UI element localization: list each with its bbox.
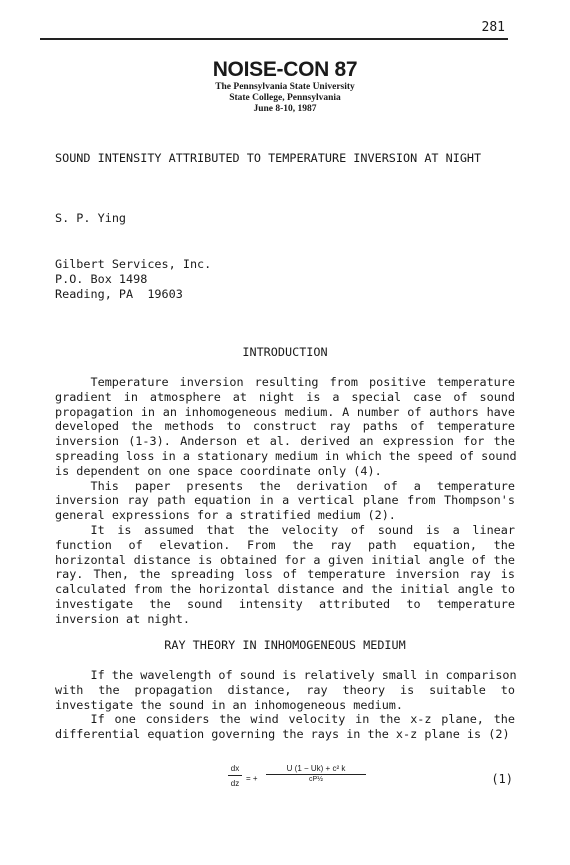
conference-title: NOISE-CON 87 xyxy=(212,58,358,81)
header-rule xyxy=(40,38,508,40)
equation-equals: = + xyxy=(246,774,258,783)
text-line: If the wavelength of sound is relatively small in comparison xyxy=(90,668,517,682)
text-line: ray. Then, the spreading loss of temperature inversion ray is xyxy=(55,567,515,582)
text-line: developed the methods to construct ray paths of temperature xyxy=(55,419,515,434)
text-line: gradient in atmosphere at night is a special case of sound xyxy=(55,389,515,404)
equation xyxy=(228,764,368,800)
affiliation-line: P.O. Box 1498 xyxy=(55,272,148,286)
author-name: S. P. Ying xyxy=(55,211,127,225)
text-line: If one considers the wind velocity in the x-z plane, the xyxy=(90,712,515,727)
text-line: It is assumed that the velocity of sound is a linear xyxy=(90,522,515,537)
text-line: calculated from the horizontal distance and the initial angle to xyxy=(55,582,515,597)
equation-rhs xyxy=(266,764,366,783)
conference-location: State College, Pennsylvania xyxy=(229,93,341,103)
equation-lhs-numerator: dx xyxy=(228,764,242,776)
text-line: function of elevation. From the ray path equation, the xyxy=(55,537,515,552)
paragraph xyxy=(55,375,515,627)
page-number: 281 xyxy=(481,20,505,35)
text-line: inversion ray path equation in a vertical plane from Thompson's xyxy=(55,493,515,508)
equation-rhs-numerator: U (1 − Uk) + c² k xyxy=(266,764,366,775)
affiliation-line: Gilbert Services, Inc. xyxy=(55,257,212,271)
text-line: This paper presents the derivation of a temperature xyxy=(90,478,515,493)
author-affiliation xyxy=(55,257,211,302)
conference-university: The Pennsylvania State University xyxy=(215,82,355,92)
text-line: is dependent on one space coordinate only (4). xyxy=(55,463,382,478)
equation-lhs xyxy=(228,764,242,788)
text-line: differential equation governing the rays in the x-z plane is (2) xyxy=(55,727,510,742)
conference-dates: June 8-10, 1987 xyxy=(253,104,317,114)
text-line: investigate the sound intensity attributed to temperature xyxy=(55,596,515,611)
equation-lhs-denominator: dz xyxy=(230,779,240,788)
section-heading: RAY THEORY IN INHOMOGENEOUS MEDIUM xyxy=(164,638,406,652)
text-line: inversion at night. xyxy=(55,611,190,626)
text-line: propagation in an inhomogeneous medium. A number of authors have xyxy=(55,404,515,419)
text-line: horizontal distance is obtained for a given initial angle of the xyxy=(55,552,515,567)
affiliation-line: Reading, PA 19603 xyxy=(55,287,183,301)
text-line: general expressions for a stratified medium (2). xyxy=(55,508,396,523)
text-line: Temperature inversion resulting from positive temperature xyxy=(90,375,515,389)
text-line: investigate the sound in an inhomogeneous medium. xyxy=(55,697,404,712)
equation-number: (1) xyxy=(491,772,513,786)
text-line: spreading loss in a stationary medium in which the speed of sound xyxy=(55,448,517,463)
section-heading: INTRODUCTION xyxy=(242,345,328,359)
paragraph xyxy=(55,668,515,742)
equation-rhs-denominator: cP½ xyxy=(308,776,323,783)
text-line: inversion (1-3). Anderson et al. derived an expression for the xyxy=(55,434,515,449)
conference-header xyxy=(0,58,570,115)
paper-title: SOUND INTENSITY ATTRIBUTED TO TEMPERATURE INVERSION AT NIGHT xyxy=(55,151,482,165)
text-line: with the propagation distance, ray theory is suitable to xyxy=(55,682,515,697)
